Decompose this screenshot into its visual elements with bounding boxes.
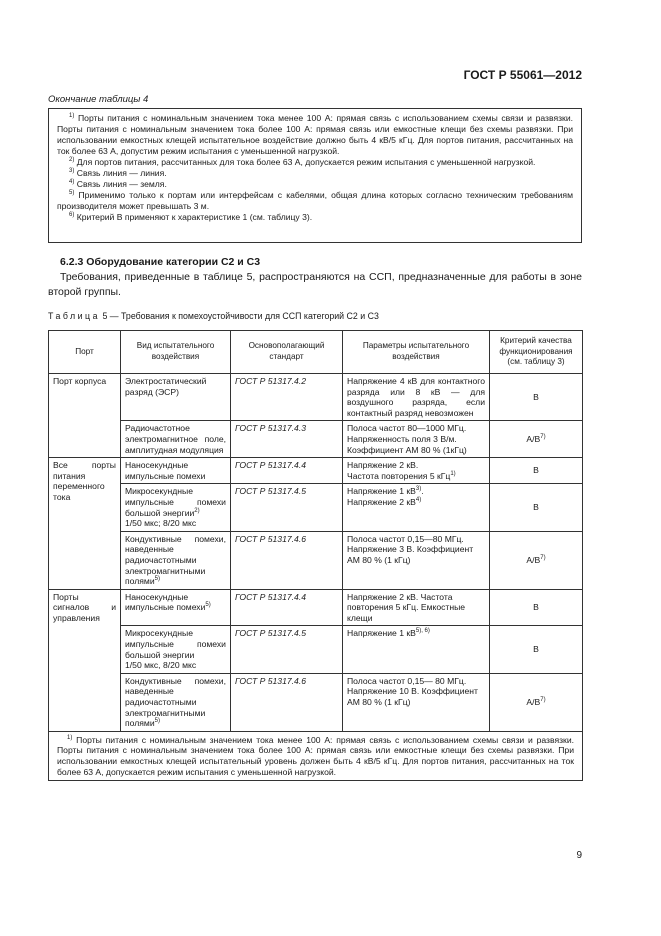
standard-cell: ГОСТ Р 51317.4.6 <box>231 531 343 589</box>
table-row <box>49 531 583 589</box>
document-header: ГОСТ Р 55061—2012 <box>463 68 582 82</box>
criterion-cell: В <box>490 484 583 531</box>
note-3: $^{3)}$ Связь линия — линия. <box>69 168 167 178</box>
test-type-cell: Электростатический разряд (ЭСР) <box>121 374 231 421</box>
test-type-cell: Микросекундные импульсные помехи большой энергии 1/50 мкс, 8/20 мкс <box>121 626 231 673</box>
standard-cell: ГОСТ Р 51317.4.4 <box>231 458 343 484</box>
criterion-cell: В <box>490 374 583 421</box>
port-cell: Все порты питания переменного тока <box>49 458 121 590</box>
params-cell: Полоса частот 0,15— 80 МГц. Напряжение 10 В. Коэффициент АМ 80 % (1 кГц) <box>343 673 490 731</box>
standard-cell: ГОСТ Р 51317.4.6 <box>231 673 343 731</box>
table-row <box>49 374 583 421</box>
criterion-cell: $А/В^{7)}$ <box>490 531 583 589</box>
section-text: Требования, приведенные в таблице 5, распространяются на ССП, предназначенные для работы в зоне второй группы. <box>48 271 582 298</box>
test-type-cell: Радиочастотное электромагнитное поле, амплитудная модуляция <box>121 421 231 458</box>
header-params: Параметры испытательного воздействия <box>343 331 490 374</box>
table-footnote-row <box>49 731 583 780</box>
criterion-cell: В <box>490 626 583 673</box>
table-row <box>49 626 583 673</box>
header-test-type: Вид испытательного воздействия <box>121 331 231 374</box>
test-type-cell: Наносекундные импульсные помехи <box>121 458 231 484</box>
port-cell: Порт корпуса <box>49 374 121 458</box>
note-4: $^{4)}$ Связь линия — земля. <box>69 179 167 189</box>
table-row <box>49 421 583 458</box>
standard-cell: ГОСТ Р 51317.4.2 <box>231 374 343 421</box>
immunity-table <box>48 330 583 781</box>
section-heading: 6.2.3 Оборудование категории С2 и С3 <box>60 256 261 268</box>
params-cell: Напряжение 1 $кВ^{3)}$. Напряжение 2 $кВ^{4)}$ <box>343 484 490 531</box>
table-continuation-label: Окончание таблицы 4 <box>48 94 149 105</box>
standard-cell: ГОСТ Р 51317.4.5 <box>231 626 343 673</box>
standard-cell: ГОСТ Р 51317.4.3 <box>231 421 343 458</box>
test-type-cell: Наносекундные импульсные помехи$^{5)}$ <box>121 589 231 626</box>
note-1: $^{1)}$ Порты питания с номинальным значением тока менее 100 А: прямая связь с использованием схемы связи и развязки. Порты питания с номинальным значением тока более 100 А: прямая связь или емкостные клещи без схемы развязки. При использовании емкостных клещей испытательное воздействие должно быть 4 кВ/5 кГц. Для портов питания, рассчитанных на ток более 63 А, допустим режим испытания с уменьшенной нагрузкой. <box>57 113 574 156</box>
params-cell: Напряжение 1 $кВ^{5), 6)}$ <box>343 626 490 673</box>
test-type-cell: Кондуктивные помехи, наведенные радиочастотными электромагнитными полями$^{5)}$ <box>121 531 231 589</box>
standard-cell: ГОСТ Р 51317.4.5 <box>231 484 343 531</box>
note-6: $^{6)}$ Критерий В применяют к характеристике 1 (см. таблицу 3). <box>69 212 313 222</box>
criterion-cell: $А/В^{7)}$ <box>490 421 583 458</box>
params-cell: Полоса частот 0,15—80 МГц. Напряжение 3 В. Коэффициент АМ 80 % (1 кГц) <box>343 531 490 589</box>
previous-table-notes <box>48 108 582 243</box>
params-cell: Напряжение 2 кВ. Частота повторения 5 кГц. Емкостные клещи <box>343 589 490 626</box>
note-2: $^{2)}$ Для портов питания, рассчитанных для тока более 63 А, допускается режим испытания с уменьшенной нагрузкой. <box>69 157 536 167</box>
port-cell: Порты сигналов и управления <box>49 589 121 731</box>
table-header-row <box>49 331 583 374</box>
header-criterion: Критерий качества функционирования (см. таблицу 3) <box>490 331 583 374</box>
params-cell: Напряжение 2 кВ. Частота повторения 5 кГц$^{1)}$ <box>343 458 490 484</box>
table-row <box>49 589 583 626</box>
table-footnote: $^{1)}$ Порты питания с номинальным значением тока менее 100 А: прямая связь с использованием схемы связи и развязки. Порты питания с номинальным значением тока более 100 А: прямая связь или емкостные клещи без схемы развязки. При использовании емкостных клещей испытательный уровень должен быть 4 кВ/5 кГц. Для портов питания, рассчитанных на ток более 63 А, допускается режим испытания с уменьшенной нагрузкой. <box>49 731 583 780</box>
header-standard: Основополагающий стандарт <box>231 331 343 374</box>
header-port: Порт <box>49 331 121 374</box>
criterion-cell: В <box>490 458 583 484</box>
note-5: $^{5)}$ Применимо только к портам или интерфейсам с кабелями, общая длина которых согласно техническим требованиям производителя может превышать 3 м. <box>57 190 573 211</box>
page-number: 9 <box>576 850 582 861</box>
standard-cell: ГОСТ Р 51317.4.4 <box>231 589 343 626</box>
criterion-cell: $А/В^{7)}$ <box>490 673 583 731</box>
test-type-cell: Кондуктивные помехи, наведенные радиочастотными электромагнитными полями$^{5)}$ <box>121 673 231 731</box>
test-type-cell: Микросекундные импульсные помехи большой энергии$^{2)}$ 1/50 мкс; 8/20 мкс <box>121 484 231 531</box>
table-row <box>49 484 583 531</box>
criterion-cell: В <box>490 589 583 626</box>
table-row <box>49 673 583 731</box>
table-caption: Таблица 5 — Требования к помехоустойчивости для ССП категорий С2 и С3 <box>48 311 379 321</box>
section-6-2-3 <box>48 255 582 300</box>
table-row <box>49 458 583 484</box>
params-cell: Полоса частот 80—1000 МГц. Напряженность поля 3 В/м. Коэффициент АМ 80 % (1кГц) <box>343 421 490 458</box>
params-cell: Напряжение 4 кВ для контактного разряда или 8 кВ — для воздушного разряда, если контактный разряд невозможен <box>343 374 490 421</box>
